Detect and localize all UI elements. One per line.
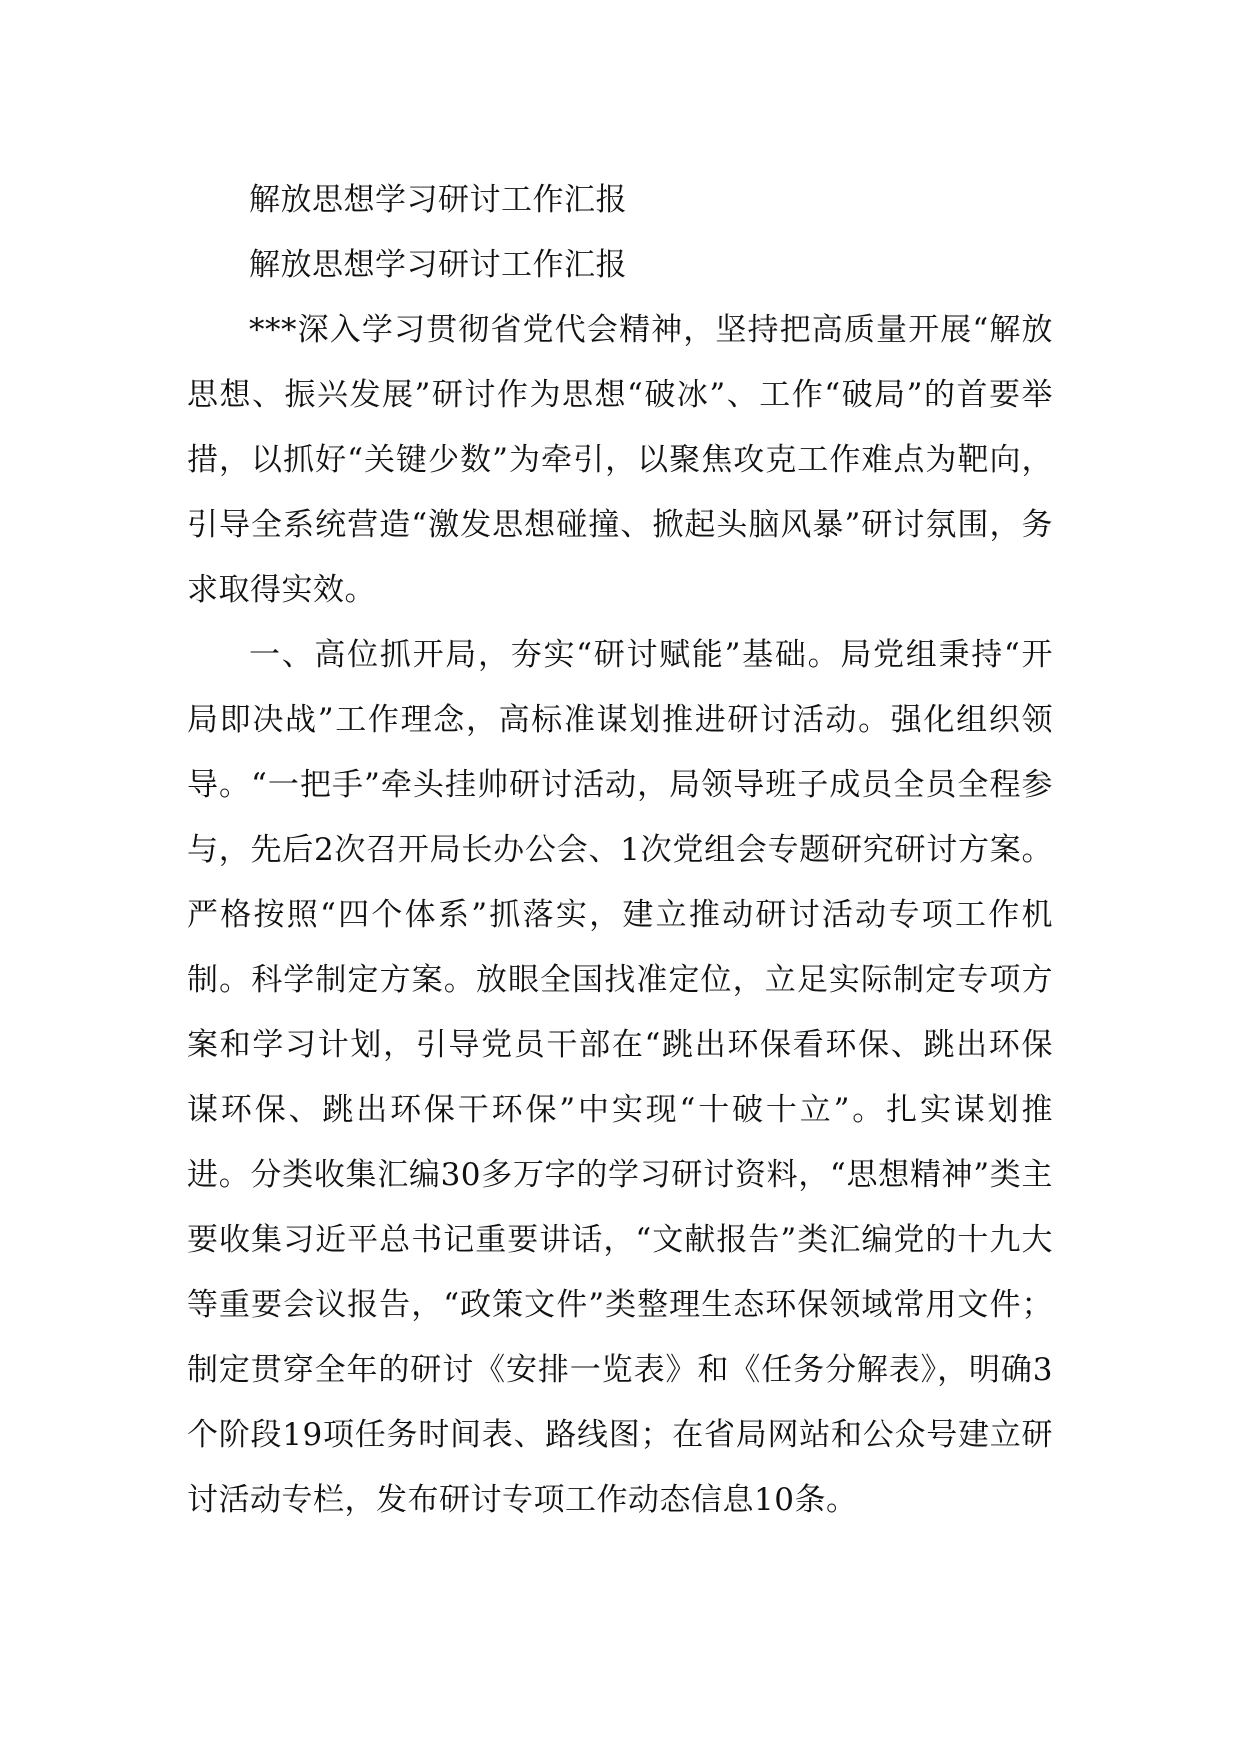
document-title-line-1: 解放思想学习研讨工作汇报	[249, 182, 627, 218]
document-title-line-2: 解放思想学习研讨工作汇报	[249, 247, 627, 283]
paragraph-intro: ***深入学习贯彻省党代会精神，坚持把高质量开展“解放思想、振兴发展”研讨作为思想“破冰”、工作“破局”的首要举措，以抓好“关键少数”为牵引，以聚焦攻克工作难点为靶向，引导全系统营造“激发思想碰撞、掀起头脑风暴”研讨氛围，务求取得实效。	[187, 312, 1053, 608]
paragraph-section-one: 一、高位抓开局，夯实“研讨赋能”基础。局党组秉持“开局即决战”工作理念，高标准谋划推进研讨活动。强化组织领导。“一把手”牵头挂帅研讨活动，局领导班子成员全员全程参与，先后2次召开局长办公会、1次党组会专题研究研讨方案。严格按照“四个体系”抓落实，建立推动研讨活动专项工作机制。科学制定方案。放眼全国找准定位，立足实际制定专项方案和学习计划，引导党员干部在“跳出环保看环保、跳出环保谋环保、跳出环保干环保”中实现“十破十立”。扎实谋划推进。分类收集汇编30多万字的学习研讨资料，“思想精神”类主要收集习近平总书记重要讲话，“文献报告”类汇编党的十九大等重要会议报告，“政策文件”类整理生态环保领域常用文件；制定贯穿全年的研讨《安排一览表》和《任务分解表》，明确3个阶段19项任务时间表、路线图；在省局网站和公众号建立研讨活动专栏，发布研讨专项工作动态信息10条。	[187, 637, 1053, 1518]
document-body	[187, 168, 1053, 1533]
